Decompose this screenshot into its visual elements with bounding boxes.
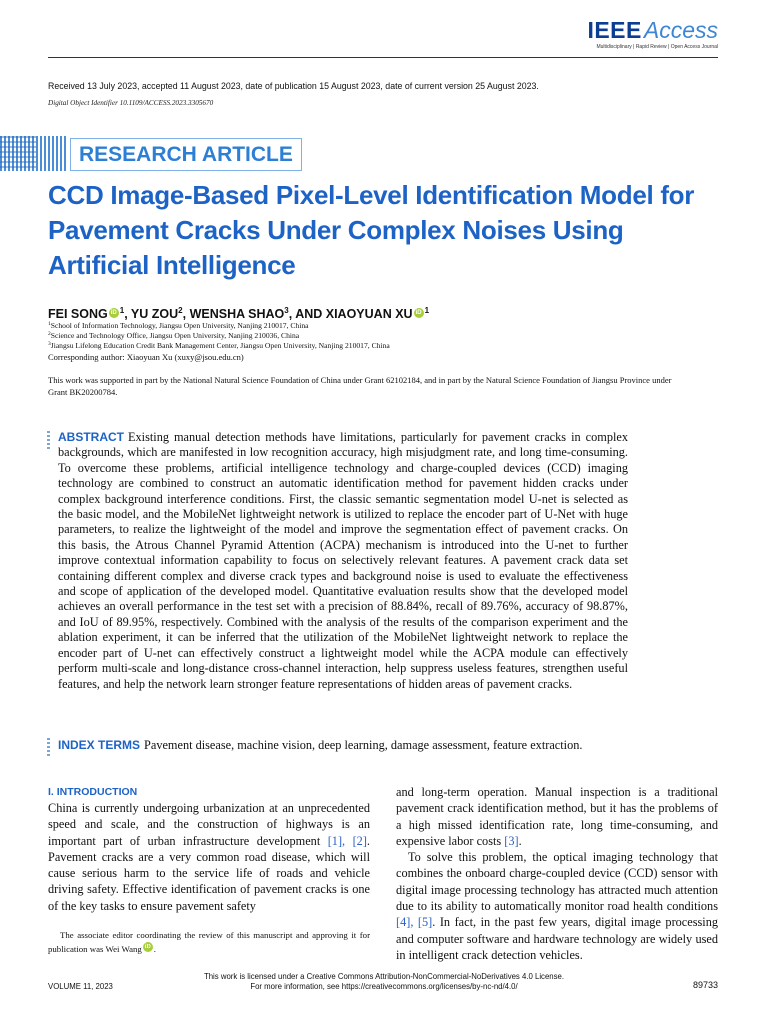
abstract-text: Existing manual detection methods have limitations, particularly for pavement cracks in complex backgrounds, which are manifested in low recognition accuracy, high misjudgment rate, and long time-consuming. To overcome these problems, artificial intelligence technology and charge-coupled devices (CCD) imaging technology are combined to construct an automatic identification method for pavement hidden cracks under complex background interference conditions. First, the classic semantic segmentation model U-net is selected as the basic model, and the MobileNet lightweight network is utilized to replace the encoder part of U-Net with huge parameters, to realize the lightweight of the model and improve the segmentation effect of pavement cracks. On this basis, the Atrous Channel Pyramid Attention (ACPA) mechanism is introduced into the U-net to further improve contextual information capability to focus on selectively relevant features. A pavement crack data set containing different complex and diverse crack types and background noise is used to evaluate the effectiveness and scope of application of the developed model. Quantitative evaluation results show that the developed model achieves an overall performance in the test set with a precision of 88.84%, recall of 89.76%, accuracy of 98.87%, and IoU of 89.95%, respectively. Combined with the analysis of the results of the comparison experiment and the ablation experiment, it can be inferred that the utilization of the MobileNet lightweight network to replace the encoder part of U-net can effectively construct a lightweight model while the ACPA module can effectively perform multi-scale and long-distance cross-channel interaction, help suppress useless features, strengthen useful features, and help the network learn stronger feature representations of hidden areas of pavement cracks. [58,430,628,691]
volume-label: VOLUME 11, 2023 [48,982,113,991]
article-dates: Received 13 July 2023, accepted 11 August 2023, date of publication 15 August 2023, date of current version 25 August 2023. [48,81,539,91]
footnote-end: . [153,944,156,954]
author-list: FEI SONG iD $^1$, YU ZOU$^2$, WENSHA SHAO$^3$, AND XIAOYUAN XU iD $^1$ [48,306,430,321]
abstract-dots [47,431,50,449]
citation-link[interactable]: [3] [504,833,519,848]
index-terms-text: Pavement disease, machine vision, deep learning, damage assessment, feature extraction. [144,738,583,752]
doi-line[interactable]: Digital Object Identifier 10.1109/ACCESS.2023.3305670 [48,99,214,107]
intro-paragraph [48,800,370,914]
author-name: YU ZOU [130,307,179,321]
affiliation-number: 3 [48,341,51,347]
journal-tagline: Multidisciplinary | Rapid Review | Open Access Journal [596,44,718,50]
author-affiliation-mark: 3 [284,306,289,315]
left-column [48,800,370,914]
banner-dots [0,136,36,171]
footnote-text: The associate editor coordinating the review of this manuscript and approving it for publication was Wei Wang [48,930,370,954]
license-line: This work is licensed under a Creative Commons Attribution-NonCommercial-NoDerivatives 4.0 License. [203,972,565,981]
author-name: AND XIAOYUAN XU [295,307,413,321]
index-terms [58,737,658,753]
corresponding-author: Corresponding author: Xiaoyuan Xu (xuxy@jsou.edu.cn) [48,352,244,362]
logo-access: Access [643,17,718,43]
editor-footnote [48,929,370,956]
affiliation-text: School of Information Technology, Jiangsu Open University, Nanjing 210017, China [50,321,309,330]
paper-title: CCD Image-Based Pixel-Level Identification Model for Pavement Cracks Under Complex Noises Using Artificial Intelligence [48,180,695,280]
citation-link[interactable]: [1], [2] [327,833,367,848]
paragraph-text: . [518,833,522,848]
index-terms-dots [47,738,50,756]
right-column [396,784,718,963]
license-notice [0,972,768,992]
paragraph-text: China is currently undergoing urbanization at an unprecedented speed and scale, and the construction of highways is an important part of urban infrastructure development [48,801,370,848]
page-number: 89733 [692,980,718,990]
author-affiliation-mark: 1 [424,306,430,315]
affiliation-text: Science and Technology Office, Jiangsu Open University, Nanjing 210036, China [50,331,300,340]
paragraph-text: To solve this problem, the optical imaging technology that combines the onboard charge-coupled device (CCD) sensor with digital image processing technology has attracted much attention due to its ability to automatically monitor road health conditions [396,850,718,914]
author-affiliation-mark: 2 [178,306,183,315]
header-divider [48,57,718,58]
license-link[interactable]: For more information, see https://creativecommons.org/licenses/by-nc-nd/4.0/ [250,982,518,991]
orcid-icon[interactable]: iD [144,944,151,950]
affiliation-number: 1 [48,321,51,327]
index-terms-label: INDEX TERMS [58,738,141,752]
journal-logo[interactable] [587,18,718,50]
paragraph-text: . Pavement cracks are a very common road disease, which will cause serious harm to the service life of roads and vehicle driving safety. Effective identification of pavement cracks is one of the key tasks to ensure pavement safety [48,833,370,913]
section-heading: I. INTRODUCTION [48,786,138,798]
intro-paragraph [396,784,718,849]
article-type-banner [0,136,293,171]
orcid-icon[interactable]: iD [110,310,117,316]
affiliation [48,339,688,352]
affiliation-number: 2 [48,331,51,337]
paragraph-text: . In fact, in the past few years, digital image processing and computer software and hardware technology are widely used in intelligent crack detection vehicles. [396,915,719,962]
orcid-icon[interactable]: iD [415,310,422,316]
abstract [58,430,628,692]
affiliation-text: Jiangsu Lifelong Education Credit Bank Management Center, Jiangsu Open University, Nanjing 210017, China [50,341,390,350]
paragraph-text: and long-term operation. Manual inspection is a traditional pavement crack identification method, but it has the problems of a high missed identification rate, long time-consuming, and expensive labor costs [396,785,718,848]
logo-ieee: IEEE [587,17,642,43]
author-name: FEI SONG [48,307,108,321]
funding-statement: This work was supported in part by the National Natural Science Foundation of China under Grant 62102184, and in part by the Natural Science Foundation of Jiangsu Province under Grant BK20200784. [48,375,672,397]
citation-link[interactable]: [4], [5] [396,915,433,930]
author-name: WENSHA SHAO [189,307,285,321]
author-affiliation-mark: 1 [119,306,125,315]
abstract-label: ABSTRACT [58,430,124,444]
intro-paragraph [396,849,718,963]
article-type-label: RESEARCH ARTICLE [70,138,302,171]
